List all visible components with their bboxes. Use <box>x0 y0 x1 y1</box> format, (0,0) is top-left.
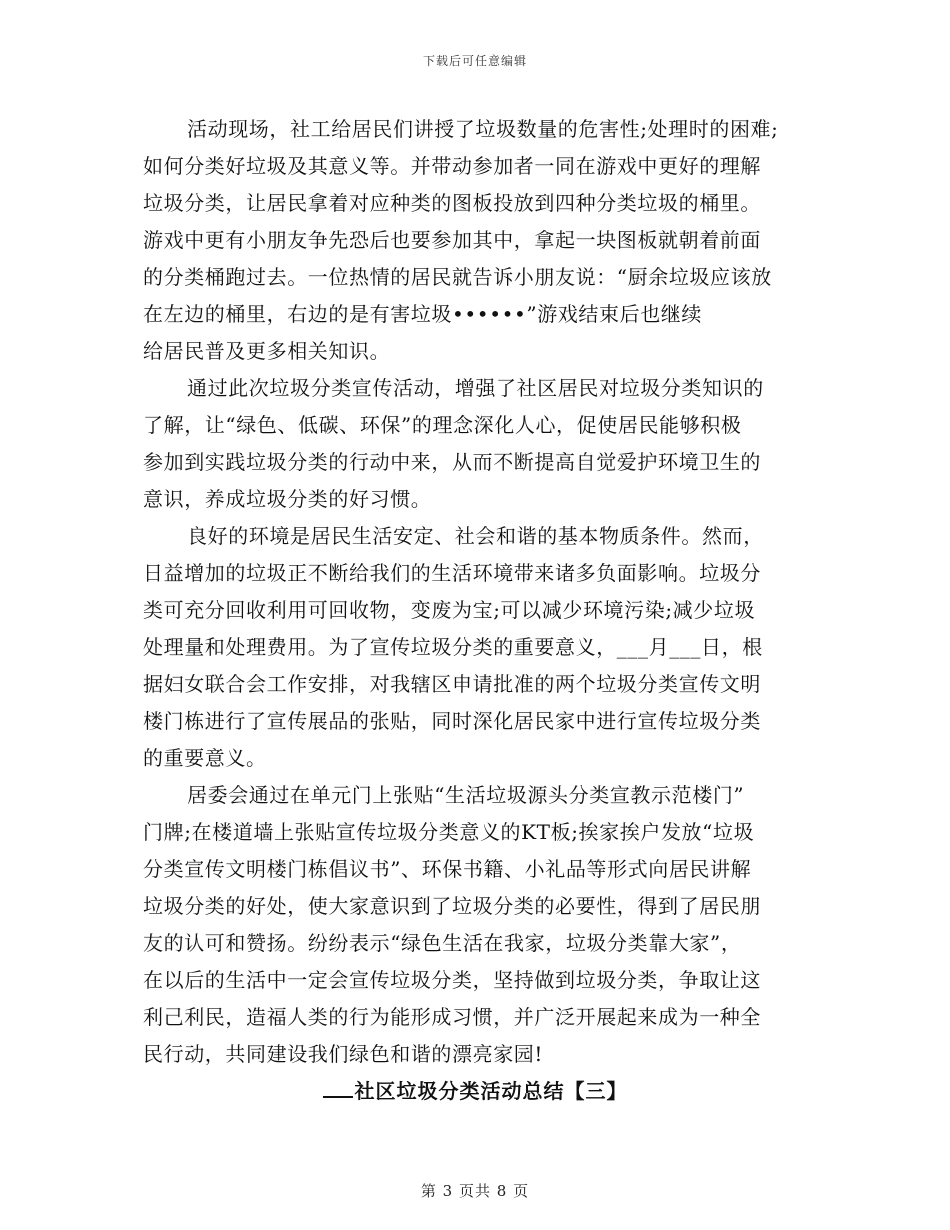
text-line: 的重要意义。 <box>143 746 267 770</box>
document-body <box>143 111 813 1073</box>
text-line: 门牌;在楼道墙上张贴宣传垃圾分类意义的KT板;挨家挨户发放“垃圾 <box>143 820 755 844</box>
text-line: 友的认可和赞扬。纷纷表示“绿色生活在我家，垃圾分类靠大家”， <box>143 931 742 955</box>
text-line: 通过此次垃圾分类宣传活动，增强了社区居民对垃圾分类知识的 <box>187 376 764 400</box>
text-line: 分类宣传文明楼门栋倡议书”、环保书籍、小礼品等形式向居民讲解 <box>143 857 752 881</box>
text-line: 居委会通过在单元门上张贴“生活垃圾源头分类宣教示范楼门” <box>187 783 745 807</box>
text-line: 垃圾分类的好处，使大家意识到了垃圾分类的必要性，得到了居民朋 <box>143 894 761 918</box>
page-header-note: 下载后可任意编辑 <box>422 54 527 68</box>
text-line: 在以后的生活中一定会宣传垃圾分类，坚持做到垃圾分类，争取让这 <box>143 968 761 992</box>
text-line: 游戏中更有小朋友争先恐后也要参加其中，拿起一块图板就朝着前面 <box>143 228 761 252</box>
page-number: 第 3 页共 8 页 <box>420 1182 530 1200</box>
text-line: 楼门栋进行了宣传展品的张贴，同时深化居民家中进行宣传垃圾分类 <box>143 709 761 733</box>
text-line: 处理量和处理费用。为了宣传垃圾分类的重要意义，___月___日，根 <box>143 635 763 659</box>
paragraph-campaign-effect <box>143 370 813 518</box>
text-line: 的分类桶跑过去。一位热情的居民就告诉小朋友说：“厨余垃圾应该放 <box>143 265 772 289</box>
paragraph-activity-scene <box>143 111 813 370</box>
text-line: 民行动，共同建设我们绿色和谐的漂亮家园! <box>143 1042 544 1066</box>
text-line: 日益增加的垃圾正不断给我们的生活环境带来诸多负面影响。垃圾分 <box>143 561 761 585</box>
text-line: 活动现场，社工给居民们讲授了垃圾数量的危害性;处理时的困难; <box>187 117 779 141</box>
fill-in-blank <box>323 1078 353 1098</box>
paragraph-environment <box>143 518 813 777</box>
section-heading-text: 社区垃圾分类活动总结【三】 <box>354 1079 628 1103</box>
text-line: 在左边的桶里，右边的是有害垃圾••••••”游戏结束后也继续 <box>143 302 703 326</box>
text-line: 垃圾分类，让居民拿着对应种类的图板投放到四种分类垃圾的桶里。 <box>143 191 761 215</box>
text-line: 如何分类好垃圾及其意义等。并带动参加者一同在游戏中更好的理解 <box>143 154 761 178</box>
text-line: 据妇女联合会工作安排，对我辖区申请批准的两个垃圾分类宣传文明 <box>143 672 761 696</box>
text-line: 良好的环境是居民生活安定、社会和谐的基本物质条件。然而， <box>187 524 764 548</box>
paragraph-residents-committee <box>143 777 813 1073</box>
text-line: 了解，让“绿色、低碳、环保”的理念深化人心，促使居民能够积极 <box>143 413 742 437</box>
section-heading <box>0 1075 950 1104</box>
text-line: 意识，养成垃圾分类的好习惯。 <box>143 487 432 511</box>
text-line: 类可充分回收利用可回收物，变废为宝;可以减少环境污染;减少垃圾 <box>143 598 756 622</box>
text-line: 利己利民，造福人类的行为能形成习惯，并广泛开展起来成为一种全 <box>143 1005 761 1029</box>
text-line: 参加到实践垃圾分类的行动中来，从而不断提高自觉爱护环境卫生的 <box>143 450 761 474</box>
text-line: 给居民普及更多相关知识。 <box>143 339 391 363</box>
